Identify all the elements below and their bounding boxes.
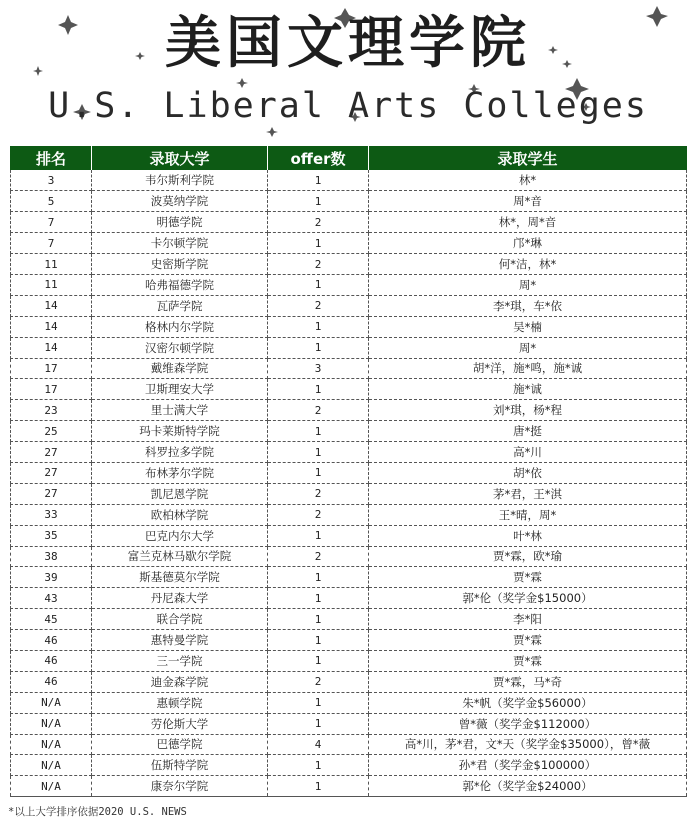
offers-cell: 1: [268, 379, 369, 400]
offers-cell: 2: [268, 504, 369, 525]
college-cell: 三一学院: [92, 650, 268, 671]
page-title: 美国文理学院: [165, 11, 531, 76]
students-cell: 周*: [369, 274, 687, 295]
table-row: [11, 483, 687, 504]
offers-cell: 2: [268, 483, 369, 504]
table-row: [11, 442, 687, 463]
offers-cell: 1: [268, 274, 369, 295]
table-row: [11, 546, 687, 567]
table-body: [11, 170, 687, 797]
students-cell: 施*诚: [369, 379, 687, 400]
students-cell: 高*川: [369, 442, 687, 463]
offers-cell: 1: [268, 567, 369, 588]
offers-cell: 1: [268, 462, 369, 483]
column-header-college: 录取大学: [92, 146, 268, 170]
offers-cell: 1: [268, 442, 369, 463]
college-cell: 汉密尔顿学院: [92, 337, 268, 358]
rank-cell: 5: [11, 191, 92, 212]
table-header-row: [11, 146, 687, 170]
offers-cell: 2: [268, 400, 369, 421]
table-row: [11, 692, 687, 713]
rank-cell: 38: [11, 546, 92, 567]
students-cell: 贾*霖，欧*瑜: [369, 546, 687, 567]
rank-cell: 23: [11, 400, 92, 421]
page-subtitle: U.S. Liberal Arts Colleges: [48, 86, 648, 126]
offers-cell: 2: [268, 546, 369, 567]
college-cell: 富兰克林马歇尔学院: [92, 546, 268, 567]
rank-cell: 7: [11, 212, 92, 233]
table-row: [11, 191, 687, 212]
admissions-table-container: [10, 146, 686, 797]
college-cell: 欧柏林学院: [92, 504, 268, 525]
students-cell: 郭*伦（奖学金$15000）: [369, 588, 687, 609]
table-row: [11, 358, 687, 379]
admissions-table: [10, 146, 687, 797]
college-cell: 联合学院: [92, 609, 268, 630]
rank-cell: 33: [11, 504, 92, 525]
offers-cell: 2: [268, 212, 369, 233]
college-cell: 惠顿学院: [92, 692, 268, 713]
college-cell: 瓦萨学院: [92, 295, 268, 316]
students-cell: 贾*霖: [369, 630, 687, 651]
table-row: [11, 713, 687, 734]
table-row: [11, 337, 687, 358]
college-cell: 康奈尔学院: [92, 776, 268, 797]
rank-cell: 43: [11, 588, 92, 609]
college-cell: 凯尼恩学院: [92, 483, 268, 504]
rank-cell: 45: [11, 609, 92, 630]
college-cell: 卡尔顿学院: [92, 233, 268, 254]
rank-cell: 14: [11, 295, 92, 316]
table-row: [11, 588, 687, 609]
rank-cell: 46: [11, 671, 92, 692]
table-row: [11, 650, 687, 671]
students-cell: 吴*楠: [369, 316, 687, 337]
offers-cell: 1: [268, 525, 369, 546]
students-cell: 唐*挺: [369, 421, 687, 442]
column-header-offers: offer数: [268, 146, 369, 170]
rank-cell: N/A: [11, 734, 92, 755]
table-row: [11, 170, 687, 191]
students-cell: 林*: [369, 170, 687, 191]
offers-cell: 2: [268, 295, 369, 316]
students-cell: 郭*伦（奖学金$24000）: [369, 776, 687, 797]
rank-cell: 3: [11, 170, 92, 191]
college-cell: 巴德学院: [92, 734, 268, 755]
students-cell: 王*晴，周*: [369, 504, 687, 525]
offers-cell: 1: [268, 692, 369, 713]
students-cell: 孙*君（奖学金$100000）: [369, 755, 687, 776]
college-cell: 明德学院: [92, 212, 268, 233]
table-row: [11, 379, 687, 400]
rank-cell: 27: [11, 442, 92, 463]
college-cell: 里士满大学: [92, 400, 268, 421]
rank-cell: 14: [11, 337, 92, 358]
college-cell: 卫斯理安大学: [92, 379, 268, 400]
offers-cell: 1: [268, 316, 369, 337]
table-row: [11, 233, 687, 254]
rank-cell: 39: [11, 567, 92, 588]
table-row: [11, 525, 687, 546]
rank-cell: N/A: [11, 692, 92, 713]
table-row: [11, 274, 687, 295]
table-row: [11, 295, 687, 316]
college-cell: 丹尼森大学: [92, 588, 268, 609]
table-row: [11, 212, 687, 233]
college-cell: 玛卡莱斯特学院: [92, 421, 268, 442]
offers-cell: 1: [268, 755, 369, 776]
table-row: [11, 630, 687, 651]
column-header-rank: 排名: [11, 146, 92, 170]
college-cell: 戴维森学院: [92, 358, 268, 379]
rank-cell: 14: [11, 316, 92, 337]
offers-cell: 1: [268, 233, 369, 254]
college-cell: 巴克内尔大学: [92, 525, 268, 546]
students-cell: 周*音: [369, 191, 687, 212]
rank-cell: 35: [11, 525, 92, 546]
rank-cell: 46: [11, 650, 92, 671]
table-row: [11, 671, 687, 692]
students-cell: 朱*帆（奖学金$56000）: [369, 692, 687, 713]
table-row: [11, 776, 687, 797]
college-cell: 史密斯学院: [92, 254, 268, 275]
column-header-students: 录取学生: [369, 146, 687, 170]
rank-cell: 27: [11, 483, 92, 504]
rank-cell: 25: [11, 421, 92, 442]
rank-cell: 11: [11, 254, 92, 275]
table-row: [11, 421, 687, 442]
college-cell: 惠特曼学院: [92, 630, 268, 651]
offers-cell: 1: [268, 713, 369, 734]
offers-cell: 1: [268, 170, 369, 191]
table-row: [11, 734, 687, 755]
college-cell: 波莫纳学院: [92, 191, 268, 212]
table-row: [11, 254, 687, 275]
page-header: [0, 0, 696, 145]
college-cell: 科罗拉多学院: [92, 442, 268, 463]
offers-cell: 2: [268, 254, 369, 275]
offers-cell: 2: [268, 671, 369, 692]
college-cell: 布林茅尔学院: [92, 462, 268, 483]
rank-cell: N/A: [11, 755, 92, 776]
students-cell: 邝*琳: [369, 233, 687, 254]
table-row: [11, 400, 687, 421]
rank-cell: N/A: [11, 776, 92, 797]
table-row: [11, 609, 687, 630]
rank-cell: N/A: [11, 713, 92, 734]
college-cell: 迪金森学院: [92, 671, 268, 692]
students-cell: 曾*薇（奖学金$112000）: [369, 713, 687, 734]
footnote: *以上大学排序依据2020 U.S. NEWS: [8, 806, 187, 818]
college-cell: 哈弗福德学院: [92, 274, 268, 295]
offers-cell: 1: [268, 337, 369, 358]
students-cell: 李*琪，车*依: [369, 295, 687, 316]
offers-cell: 1: [268, 609, 369, 630]
rank-cell: 7: [11, 233, 92, 254]
rank-cell: 46: [11, 630, 92, 651]
table-row: [11, 755, 687, 776]
rank-cell: 17: [11, 358, 92, 379]
college-cell: 格林内尔学院: [92, 316, 268, 337]
students-cell: 茅*君，王*淇: [369, 483, 687, 504]
offers-cell: 1: [268, 588, 369, 609]
students-cell: 周*: [369, 337, 687, 358]
college-cell: 伍斯特学院: [92, 755, 268, 776]
students-cell: 高*川，茅*君，文*天（奖学金$35000），曾*薇: [369, 734, 687, 755]
offers-cell: 1: [268, 191, 369, 212]
table-row: [11, 567, 687, 588]
offers-cell: 3: [268, 358, 369, 379]
offers-cell: 1: [268, 650, 369, 671]
college-cell: 劳伦斯大学: [92, 713, 268, 734]
students-cell: 刘*琪，杨*程: [369, 400, 687, 421]
students-cell: 叶*林: [369, 525, 687, 546]
rank-cell: 11: [11, 274, 92, 295]
students-cell: 贾*霖，马*奇: [369, 671, 687, 692]
offers-cell: 1: [268, 776, 369, 797]
students-cell: 林*，周*音: [369, 212, 687, 233]
table-row: [11, 316, 687, 337]
college-cell: 韦尔斯利学院: [92, 170, 268, 191]
rank-cell: 27: [11, 462, 92, 483]
college-cell: 斯基德莫尔学院: [92, 567, 268, 588]
rank-cell: 17: [11, 379, 92, 400]
students-cell: 胡*洋，施*鸣，施*诚: [369, 358, 687, 379]
offers-cell: 1: [268, 421, 369, 442]
offers-cell: 4: [268, 734, 369, 755]
students-cell: 贾*霖: [369, 567, 687, 588]
offers-cell: 1: [268, 630, 369, 651]
table-row: [11, 504, 687, 525]
students-cell: 李*阳: [369, 609, 687, 630]
table-row: [11, 462, 687, 483]
students-cell: 贾*霖: [369, 650, 687, 671]
students-cell: 何*洁，林*: [369, 254, 687, 275]
students-cell: 胡*依: [369, 462, 687, 483]
